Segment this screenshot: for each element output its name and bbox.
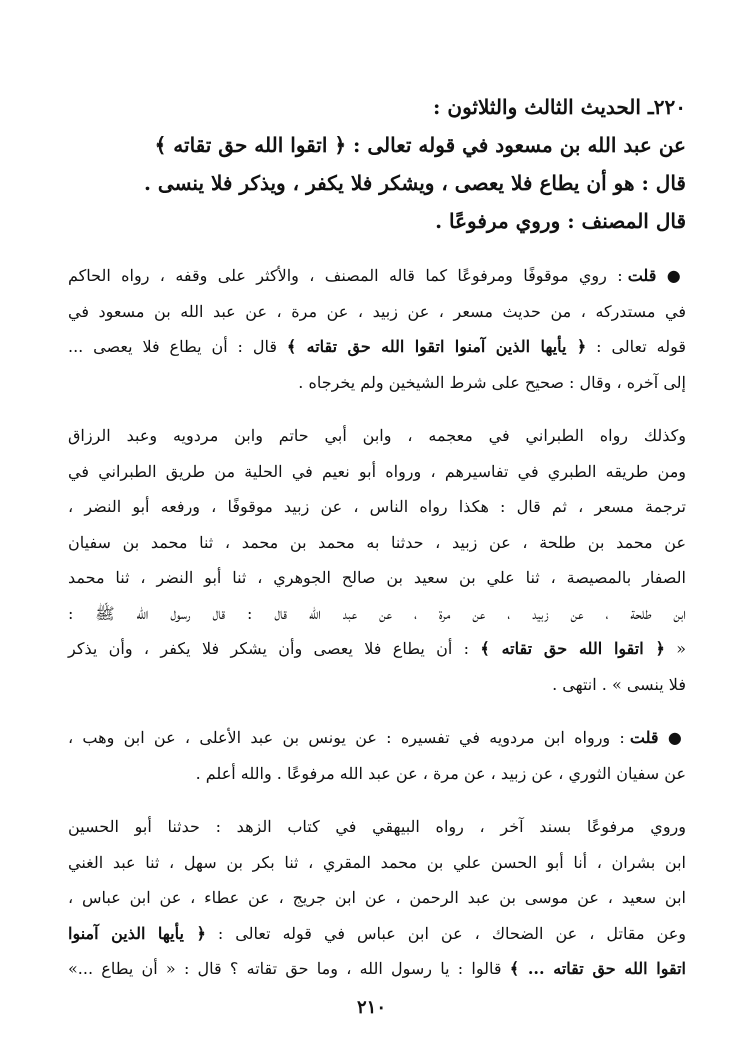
text-run: قال : أن يطاع فلا يعصى ... — [68, 337, 287, 356]
page-number: ٢١٠ — [356, 997, 386, 1018]
text-line: في مستدركه ، من حديث مسعر ، عن زبيد ، عن مرة ، عن عبد الله بن مسعود في — [68, 301, 686, 321]
bullet-icon: ● — [667, 728, 686, 747]
text-line — [68, 258, 686, 294]
commentary-paragraph-1 — [68, 258, 686, 400]
text-run: : روي موقوفًا ومرفوعًا كما قاله المصنف ، والأكثر على وقفه ، رواه الحاكم — [68, 266, 628, 285]
text-run: وعن مقاتل ، عن الضحاك ، عن ابن عباس في قوله تعالى : — [205, 923, 687, 943]
hadith-title: ٢٢٠ـ الحديث الثالث والثلاثون : — [433, 95, 686, 119]
hadith-heading — [68, 88, 686, 240]
quran-quote: ﴿ اتقوا الله حق تقاته ﴾ — [480, 639, 665, 658]
text-run: « — [664, 639, 687, 658]
text-line: عن محمد بن طلحة ، عن زبيد ، حدثنا به محمد بن محمد ، ثنا محمد بن سفيان — [68, 532, 686, 552]
text-line — [68, 631, 686, 667]
text-line — [68, 916, 686, 952]
text-line — [68, 329, 686, 365]
lead-word: قلت — [627, 266, 657, 285]
text-line: ترجمة مسعر ، ثم قال : هكذا رواه الناس ، عن زبيد موقوفًا ، ورفعه أبو النضر ، — [68, 497, 686, 516]
text-line: الصفار بالمصيصة ، ثنا علي بن سعيد بن صالح الجوهري ، ثنا أبو النضر ، ثنا محمد — [68, 568, 686, 587]
text-run: قوله تعالى : — [586, 337, 686, 356]
commentary-paragraph-4 — [68, 809, 686, 987]
quran-quote: ﴿ يأيها الذين آمنوا — [68, 923, 206, 943]
text-line: ومن طريقه الطبري في تفاسيرهم ، ورواه أبو نعيم في الحلية من طريق الطبراني في — [68, 461, 686, 481]
bullet-icon: ● — [666, 266, 686, 285]
hadith-text-line: عن عبد الله بن مسعود في قوله تعالى : ﴿ اتقوا الله حق تقاته ﴾ — [154, 133, 686, 157]
text-line: وروي مرفوعًا بسند آخر ، رواه البيهقي في كتاب الزهد : حدثنا أبو الحسين — [68, 817, 686, 836]
quran-quote: ﴿ يأيها الذين آمنوا اتقوا الله حق تقاته ﴾ — [286, 337, 587, 356]
text-line — [68, 951, 686, 987]
text-line: فلا ينسى » . انتهى . — [552, 674, 686, 694]
text-line: إلى آخره ، وقال : صحيح على شرط الشيخين ولم يخرجاه . — [298, 372, 686, 392]
text-line: ابن سعيد ، عن موسى بن عبد الرحمن ، عن ابن جريج ، عن عطاء ، عن ابن عباس ، — [68, 888, 686, 907]
text-run: قالوا : يا رسول الله ، وما حق تقاته ؟ قال : « أن يطاع ...» — [68, 959, 510, 978]
text-run: : ورواه ابن مردويه في تفسيره : عن يونس بن عبد الأعلى ، عن ابن وهب ، — [68, 728, 630, 747]
quran-quote: اتقوا الله حق تقاته ... ﴾ — [509, 959, 686, 978]
text-line: ابن بشران ، أنا أبو الحسن علي بن محمد المقري ، ثنا بكر بن سهل ، ثنا عبد الغني — [68, 852, 686, 872]
lead-word: قلت — [629, 728, 659, 747]
text-line: عن سفيان الثوري ، عن زبيد ، عن مرة ، عن عبد الله مرفوعًا . والله أعلم . — [195, 763, 686, 783]
text-line: ابن طلحة ، عن زبيد ، عن مرة ، عن عبد الله قال : قال رسول الله ﷺ : — [68, 603, 686, 623]
commentary-paragraph-2 — [68, 418, 686, 702]
text-line — [68, 720, 686, 756]
hadith-text-line: قال : هو أن يطاع فلا يعصى ، ويشكر فلا يكفر ، ويذكر فلا ينسى . — [143, 171, 686, 195]
text-run: : أن يطاع فلا يعصى وأن يشكر فلا يكفر ، وأن يذكر — [68, 639, 481, 658]
commentary-paragraph-3 — [68, 720, 686, 791]
text-line: وكذلك رواه الطبراني في معجمه ، وابن أبي حاتم وابن مردويه وعبد الرزاق — [68, 426, 686, 445]
author-note: قال المصنف : وروي مرفوعًا . — [435, 209, 686, 233]
